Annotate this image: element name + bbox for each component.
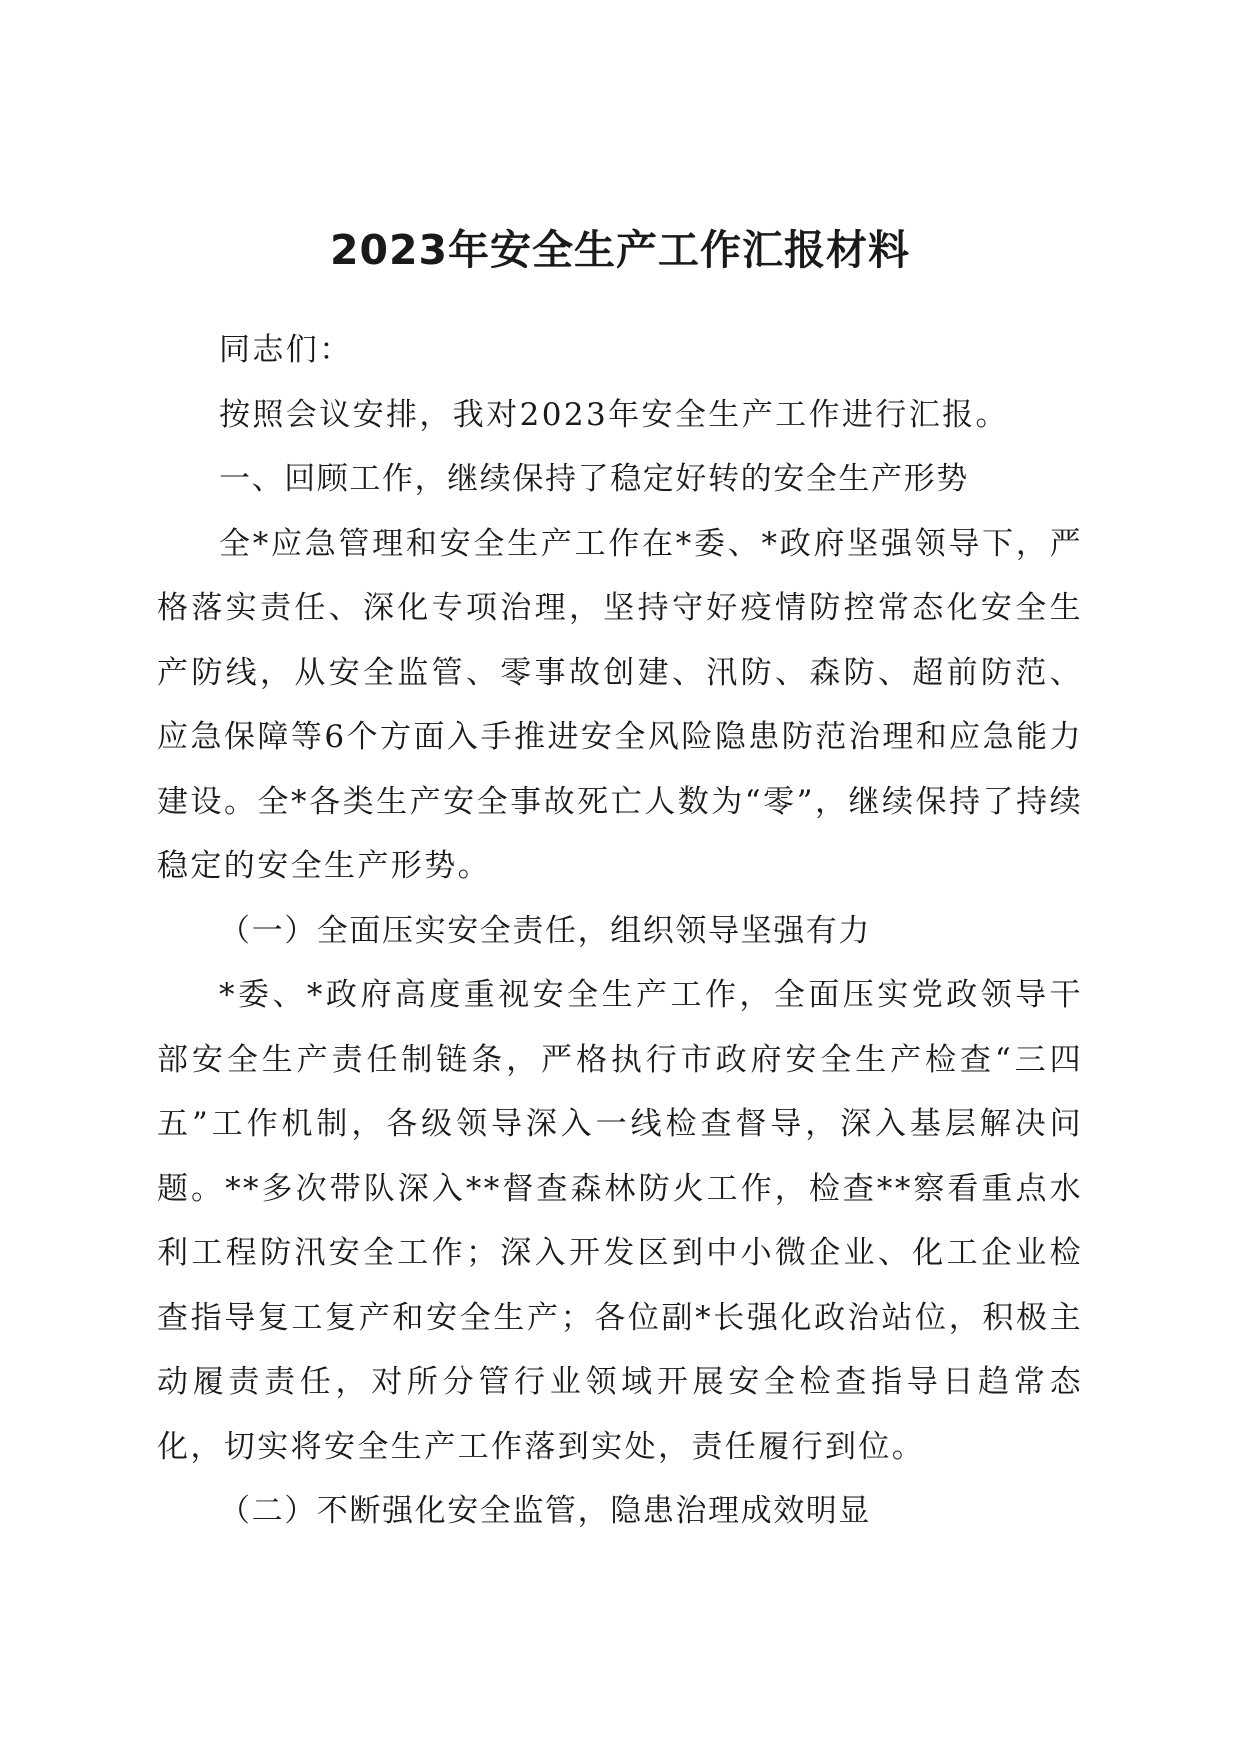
body-paragraph: *委、*政府高度重视安全生产工作，全面压实党政领导干部安全生产责任制链条，严格执行市政府安全生产检查“三四五”工作机制，各级领导深入一线检查督导，深入基层解决问题。**多次带队深入**督查森林防火工作，检查**察看重点水利工程防汛安全工作；深入开发区到中小微企业、化工企业检查指导复工复产和安全生产；各位副*长强化政治站位，积极主动履责责任，对所分管行业领域开展安全检查指导日趋常态化，切实将安全生产工作落到实处，责任履行到位。 [157,977,1083,1465]
intro-paragraph: 按照会议安排，我对2023年安全生产工作进行汇报。 [219,396,1009,433]
document-title: 2023年安全生产工作汇报材料 [329,226,911,274]
salutation: 同志们： [219,332,353,368]
subsection-heading-2: （二）不断强化安全监管，隐患治理成效明显 [219,1493,871,1529]
body-paragraph: 全*应急管理和安全生产工作在*委、*政府坚强领导下，严格落实责任、深化专项治理，坚持守好疫情防控常态化安全生产防线，从安全监管、零事故创建、汛防、森防、超前防范、应急保障等6个方面入手推进安全风险隐患防范治理和应急能力建设。全*各类生产安全事故死亡人数为“零”，继续保持了持续稳定的安全生产形势。 [157,525,1083,884]
document-body [157,318,1083,1544]
section-heading-1: 一、回顾工作，继续保持了稳定好转的安全生产形势 [219,461,969,497]
subsection-heading-1: （一）全面压实安全责任，组织领导坚强有力 [219,912,871,949]
